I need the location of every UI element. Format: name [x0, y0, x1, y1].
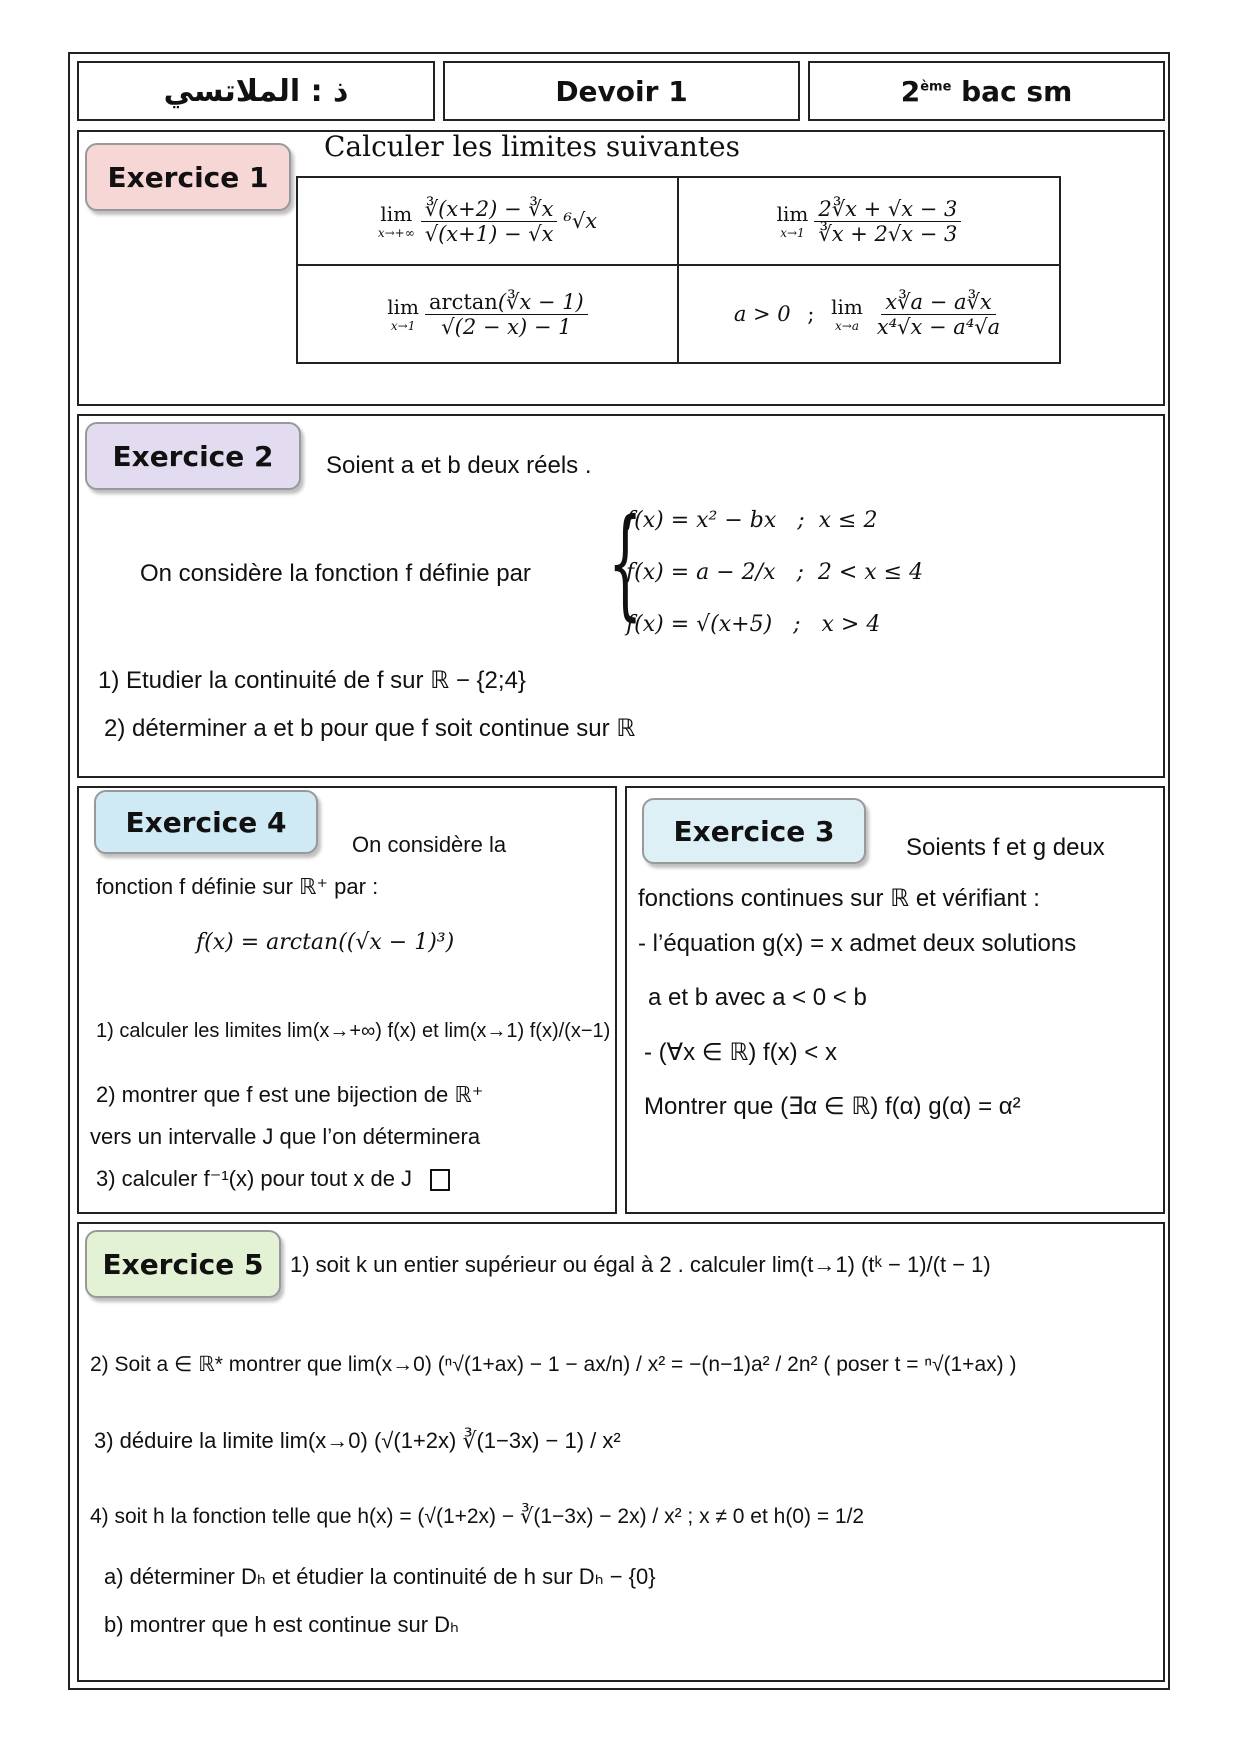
exercise-3-question: Montrer que (∃α ∈ ℝ) f(α) g(α) = α²: [644, 1093, 1021, 1120]
exercise-1-badge: Exercice 1: [85, 143, 291, 211]
exercise-5-q2: 2) Soit a ∈ ℝ* montrer que lim(x→0) (ⁿ√(1+ax) − 1 − ax/n) / x² = −(n−1)a² / 2n² ( poser t = ⁿ√(1+ax) ): [90, 1353, 1017, 1376]
case-1: f(x) = x² − bx ; x ≤ 2: [626, 508, 878, 533]
exercise-3-cond-1b: a et b avec a < 0 < b: [648, 984, 867, 1011]
author-name: ذ : الملاتسي: [163, 73, 349, 109]
limit-2: lim x→1 2∛x + √x − 3 ∛x + 2√x − 3: [777, 202, 962, 226]
exercise-3-cond-1: - l’équation g(x) = x admet deux solutions: [638, 930, 1077, 957]
exercise-2-intro: Soient a et b deux réels .: [326, 452, 592, 479]
exercise-4-q2a: 2) montrer que f est une bijection de ℝ⁺: [96, 1082, 484, 1107]
exercise-4-intro-2: fonction f définie sur ℝ⁺ par :: [96, 874, 379, 899]
limit-cell-1: [297, 177, 678, 265]
header-author: [77, 61, 435, 121]
exercise-4-q1: 1) calculer les limites lim(x→+∞) f(x) et lim(x→1) f(x)/(x−1): [96, 1020, 611, 1042]
exercise-5-badge: Exercice 5: [85, 1230, 281, 1298]
devoir-title: Devoir 1: [555, 74, 688, 108]
exercise-2-q1: 1) Etudier la continuité de f sur ℝ − {2;4}: [98, 667, 526, 694]
exercise-3-cond-2: - (∀x ∈ ℝ) f(x) < x: [644, 1039, 837, 1066]
exercise-3-badge: Exercice 3: [642, 798, 866, 864]
exercise-3-intro-2: fonctions continues sur ℝ et vérifiant :: [638, 885, 1040, 912]
header-level: [808, 61, 1165, 121]
exercise-2-q2: 2) déterminer a et b pour que f soit continue sur ℝ: [104, 715, 636, 742]
header-title: [443, 61, 800, 121]
limit-cell-2: [678, 177, 1060, 265]
exercise-2-def-text: On considère la fonction f définie par: [140, 560, 531, 587]
limit-3: lim x→1 arctan(∛x − 1) √(2 − x) − 1: [387, 295, 588, 319]
limits-table: [296, 176, 1061, 364]
exercise-5-q1: 1) soit k un entier supérieur ou égal à 2 . calculer lim(t→1) (tᵏ − 1)/(t − 1): [290, 1252, 991, 1277]
exercise-1-intro: Calculer les limites suivantes: [324, 130, 740, 163]
exercise-2-badge: Exercice 2: [85, 422, 301, 490]
case-2: f(x) = a − 2/x ; 2 < x ≤ 4: [626, 560, 924, 585]
case-3: f(x) = √(x+5) ; x > 4: [626, 612, 881, 637]
limit-4: a > 0 ; lim x→a x∛a − a∛x x⁴√x − a⁴√a: [733, 289, 1001, 339]
exercise-5-q4a: a) déterminer Dₕ et étudier la continuité de h sur Dₕ − {0}: [104, 1564, 656, 1589]
exercise-5-q4: 4) soit h la fonction telle que h(x) = (√(1+2x) − ∛(1−3x) − 2x) / x² ; x ≠ 0 et h(0) = 1/2: [90, 1505, 865, 1528]
exercise-5-q4b: b) montrer que h est continue sur Dₕ: [104, 1612, 459, 1637]
piecewise-brace: {: [608, 494, 643, 633]
checkbox-icon: [430, 1169, 450, 1191]
exercise-3-intro-1: Soients f et g deux: [906, 834, 1105, 861]
exercise-4-q2b: vers un intervalle J que l’on déterminera: [90, 1124, 481, 1149]
limit-cell-3: [297, 265, 678, 363]
exercise-5-q3: 3) déduire la limite lim(x→0) (√(1+2x) ∛(1−3x) − 1) / x²: [94, 1428, 621, 1453]
level-text: 2ème bac sm: [900, 74, 1073, 108]
limit-1: lim x→+∞ ∛(x+2) − ∛x √(x+1) − √x ⁶√x: [377, 196, 598, 246]
limit-cell-4: [678, 265, 1060, 363]
exercise-4-q3: 3) calculer f⁻¹(x) pour tout x de J: [96, 1166, 450, 1192]
exercise-4-def: f(x) = arctan((√x − 1)³): [196, 930, 455, 955]
exercise-4-badge: Exercice 4: [94, 790, 318, 854]
exercise-4-intro-1: On considère la: [352, 832, 507, 857]
